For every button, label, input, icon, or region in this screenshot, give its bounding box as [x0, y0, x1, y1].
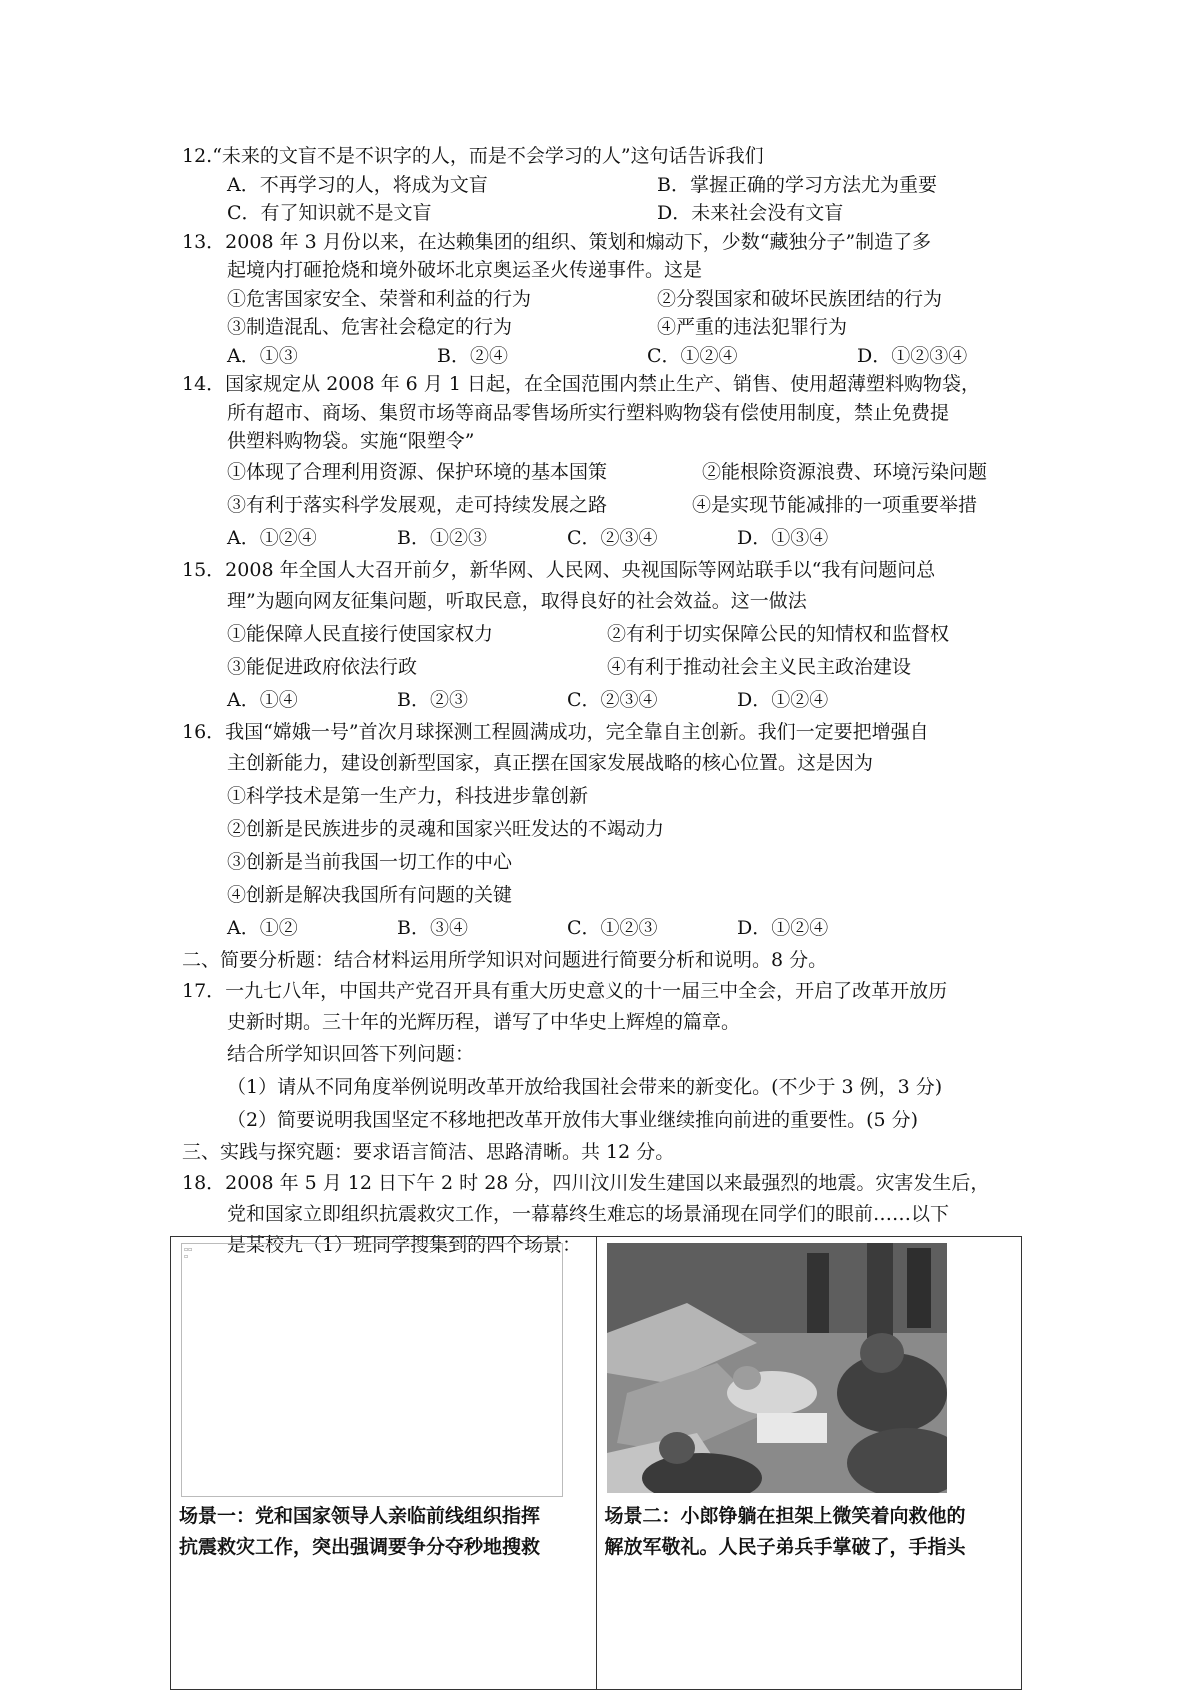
- q14-option-a: A．①②④: [227, 526, 317, 549]
- q13-option-c: C．①②④: [647, 344, 738, 367]
- q15-stem-1: 15．2008 年全国人大召开前夕，新华网、人民网、央视国际等网站联手以“我有问题问总: [182, 558, 936, 581]
- q15-statement-4: ④有利于推动社会主义民主政治建设: [607, 655, 912, 678]
- q13-stem-2: 起境内打砸抢烧和境外破坏北京奥运圣火传递事件。这是: [227, 259, 703, 281]
- section-2-heading: 二、简要分析题：结合材料运用所学知识对问题进行简要分析和说明。8 分。: [182, 948, 828, 971]
- q16-option-a: A．①②: [227, 916, 298, 939]
- q15-option-b: B．②③: [397, 688, 468, 711]
- q14-option-b: B．①②③: [397, 526, 487, 549]
- scene-1-caption: [179, 1501, 599, 1563]
- rescue-photo: [607, 1243, 947, 1493]
- q16-statement-4: ④创新是解决我国所有问题的关键: [227, 883, 513, 906]
- q13-statement-4: ④严重的违法犯罪行为: [657, 316, 848, 338]
- scene-1-cell: [171, 1237, 596, 1689]
- q14-statement-1: ①体现了合理利用资源、保护环境的基本国策: [227, 460, 608, 483]
- q12-stem: 12.“未来的文盲不是不识字的人，而是不会学习的人”这句话告诉我们: [182, 145, 764, 167]
- q14-stem-2: 所有超市、商场、集贸市场等商品零售场所实行塑料购物袋有偿使用制度，禁止免费提: [227, 401, 950, 424]
- q15-option-d: D．①②④: [737, 688, 829, 711]
- q13-option-d: D．①②③④: [857, 344, 968, 367]
- q14-statement-3: ③有利于落实科学发展观，走可持续发展之路: [227, 493, 608, 516]
- q16-statement-3: ③创新是当前我国一切工作的中心: [227, 850, 513, 873]
- scene-1-caption-line-1: 场景一：党和国家领导人亲临前线组织指挥: [179, 1505, 541, 1527]
- q15-option-c: C．②③④: [567, 688, 658, 711]
- q16-statement-2: ②创新是民族进步的灵魂和国家兴旺发达的不竭动力: [227, 817, 665, 840]
- scene-2-caption-line-1: 场景二：小郎铮躺在担架上微笑着向救他的: [604, 1505, 966, 1527]
- q17-part-2: （2）简要说明我国坚定不移地把改革开放伟大事业继续推向前进的重要性。(5 分): [227, 1108, 919, 1131]
- q12-option-a: A．不再学习的人，将成为文盲: [227, 173, 488, 196]
- scene-2-caption: [605, 1501, 1025, 1563]
- q13-option-b: B．②④: [437, 344, 508, 367]
- q17-prompt: 结合所学知识回答下列问题：: [227, 1042, 475, 1065]
- q14-stem-3: 供塑料购物袋。实施“限塑令”: [227, 430, 475, 452]
- q17-part-1: （1）请从不同角度举例说明改革开放给我国社会带来的新变化。(不少于 3 例，3 分): [227, 1075, 943, 1098]
- q17-stem-1: 17．一九七八年，中国共产党召开具有重大历史意义的十一届三中全会，开启了改革开放历: [182, 979, 948, 1002]
- scene-2-caption-line-2: 解放军敬礼。人民子弟兵手掌破了，手指头: [604, 1536, 966, 1558]
- q16-statement-1: ①科学技术是第一生产力，科技进步靠创新: [227, 784, 589, 807]
- q12-option-b: B．掌握正确的学习方法尤为重要: [657, 173, 937, 196]
- q14-option-c: C．②③④: [567, 526, 658, 549]
- scene-2-cell: [596, 1237, 1022, 1689]
- q15-statement-1: ①能保障人民直接行使国家权力: [227, 622, 494, 645]
- section-3-heading: 三、实践与探究题：要求语言简洁、思路清晰。共 12 分。: [182, 1140, 675, 1163]
- scene-table: [170, 1236, 1022, 1690]
- q12-option-d: D．未来社会没有文盲: [657, 202, 844, 224]
- q12-option-c: C．有了知识就不是文盲: [227, 202, 432, 224]
- scene-1-caption-line-2: 抗震救灾工作，突出强调要争分夺秒地搜救: [179, 1536, 541, 1558]
- q14-stem-1: 14．国家规定从 2008 年 6 月 1 日起，在全国范围内禁止生产、销售、使用超薄塑料购物袋，: [182, 373, 980, 395]
- q14-statement-2: ②能根除资源浪费、环境污染问题: [702, 460, 988, 483]
- q18-stem-3: 是某校九（1）班同学搜集到的四个场景：: [227, 1233, 582, 1256]
- q14-statement-4: ④是实现节能减排的一项重要举措: [692, 493, 978, 516]
- q16-stem-1: 16．我国“嫦娥一号”首次月球探测工程圆满成功，完全靠自主创新。我们一定要把增强自: [182, 720, 929, 743]
- q16-option-b: B．③④: [397, 916, 468, 939]
- q15-stem-2: 理”为题向网友征集问题，听取民意，取得良好的社会效益。这一做法: [227, 589, 807, 612]
- q13-stem-1: 13．2008 年 3 月份以来，在达赖集团的组织、策划和煽动下，少数“藏独分子”制造了多: [182, 230, 932, 253]
- q16-stem-2: 主创新能力，建设创新型国家，真正摆在国家发展战略的核心位置。这是因为: [227, 751, 874, 774]
- q16-option-c: C．①②③: [567, 916, 658, 939]
- q13-statement-3: ③制造混乱、危害社会稳定的行为: [227, 316, 513, 338]
- image-placeholder-mark: ▫▫ ▫: [184, 1246, 193, 1260]
- q18-stem-1: 18．2008 年 5 月 12 日下午 2 时 28 分，四川汶川发生建国以来最强烈的地震。灾害发生后，: [182, 1171, 990, 1194]
- q13-statement-2: ②分裂国家和破坏民族团结的行为: [657, 287, 943, 310]
- q13-statement-1: ①危害国家安全、荣誉和利益的行为: [227, 287, 532, 310]
- q18-stem-2: 党和国家立即组织抗震救灾工作，一幕幕终生难忘的场景涌现在同学们的眼前……以下: [227, 1202, 950, 1225]
- q15-option-a: A．①④: [227, 688, 298, 711]
- q17-stem-2: 史新时期。三十年的光辉历程，谱写了中华史上辉煌的篇章。: [227, 1010, 741, 1033]
- exam-page: [182, 142, 1042, 1261]
- q13-option-a: A．①③: [227, 344, 298, 367]
- q16-option-d: D．①②④: [737, 916, 829, 939]
- q15-statement-3: ③能促进政府依法行政: [227, 655, 418, 678]
- scene-1-image-placeholder: [181, 1243, 563, 1497]
- q14-option-d: D．①③④: [737, 526, 829, 549]
- q15-statement-2: ②有利于切实保障公民的知情权和监督权: [607, 622, 950, 645]
